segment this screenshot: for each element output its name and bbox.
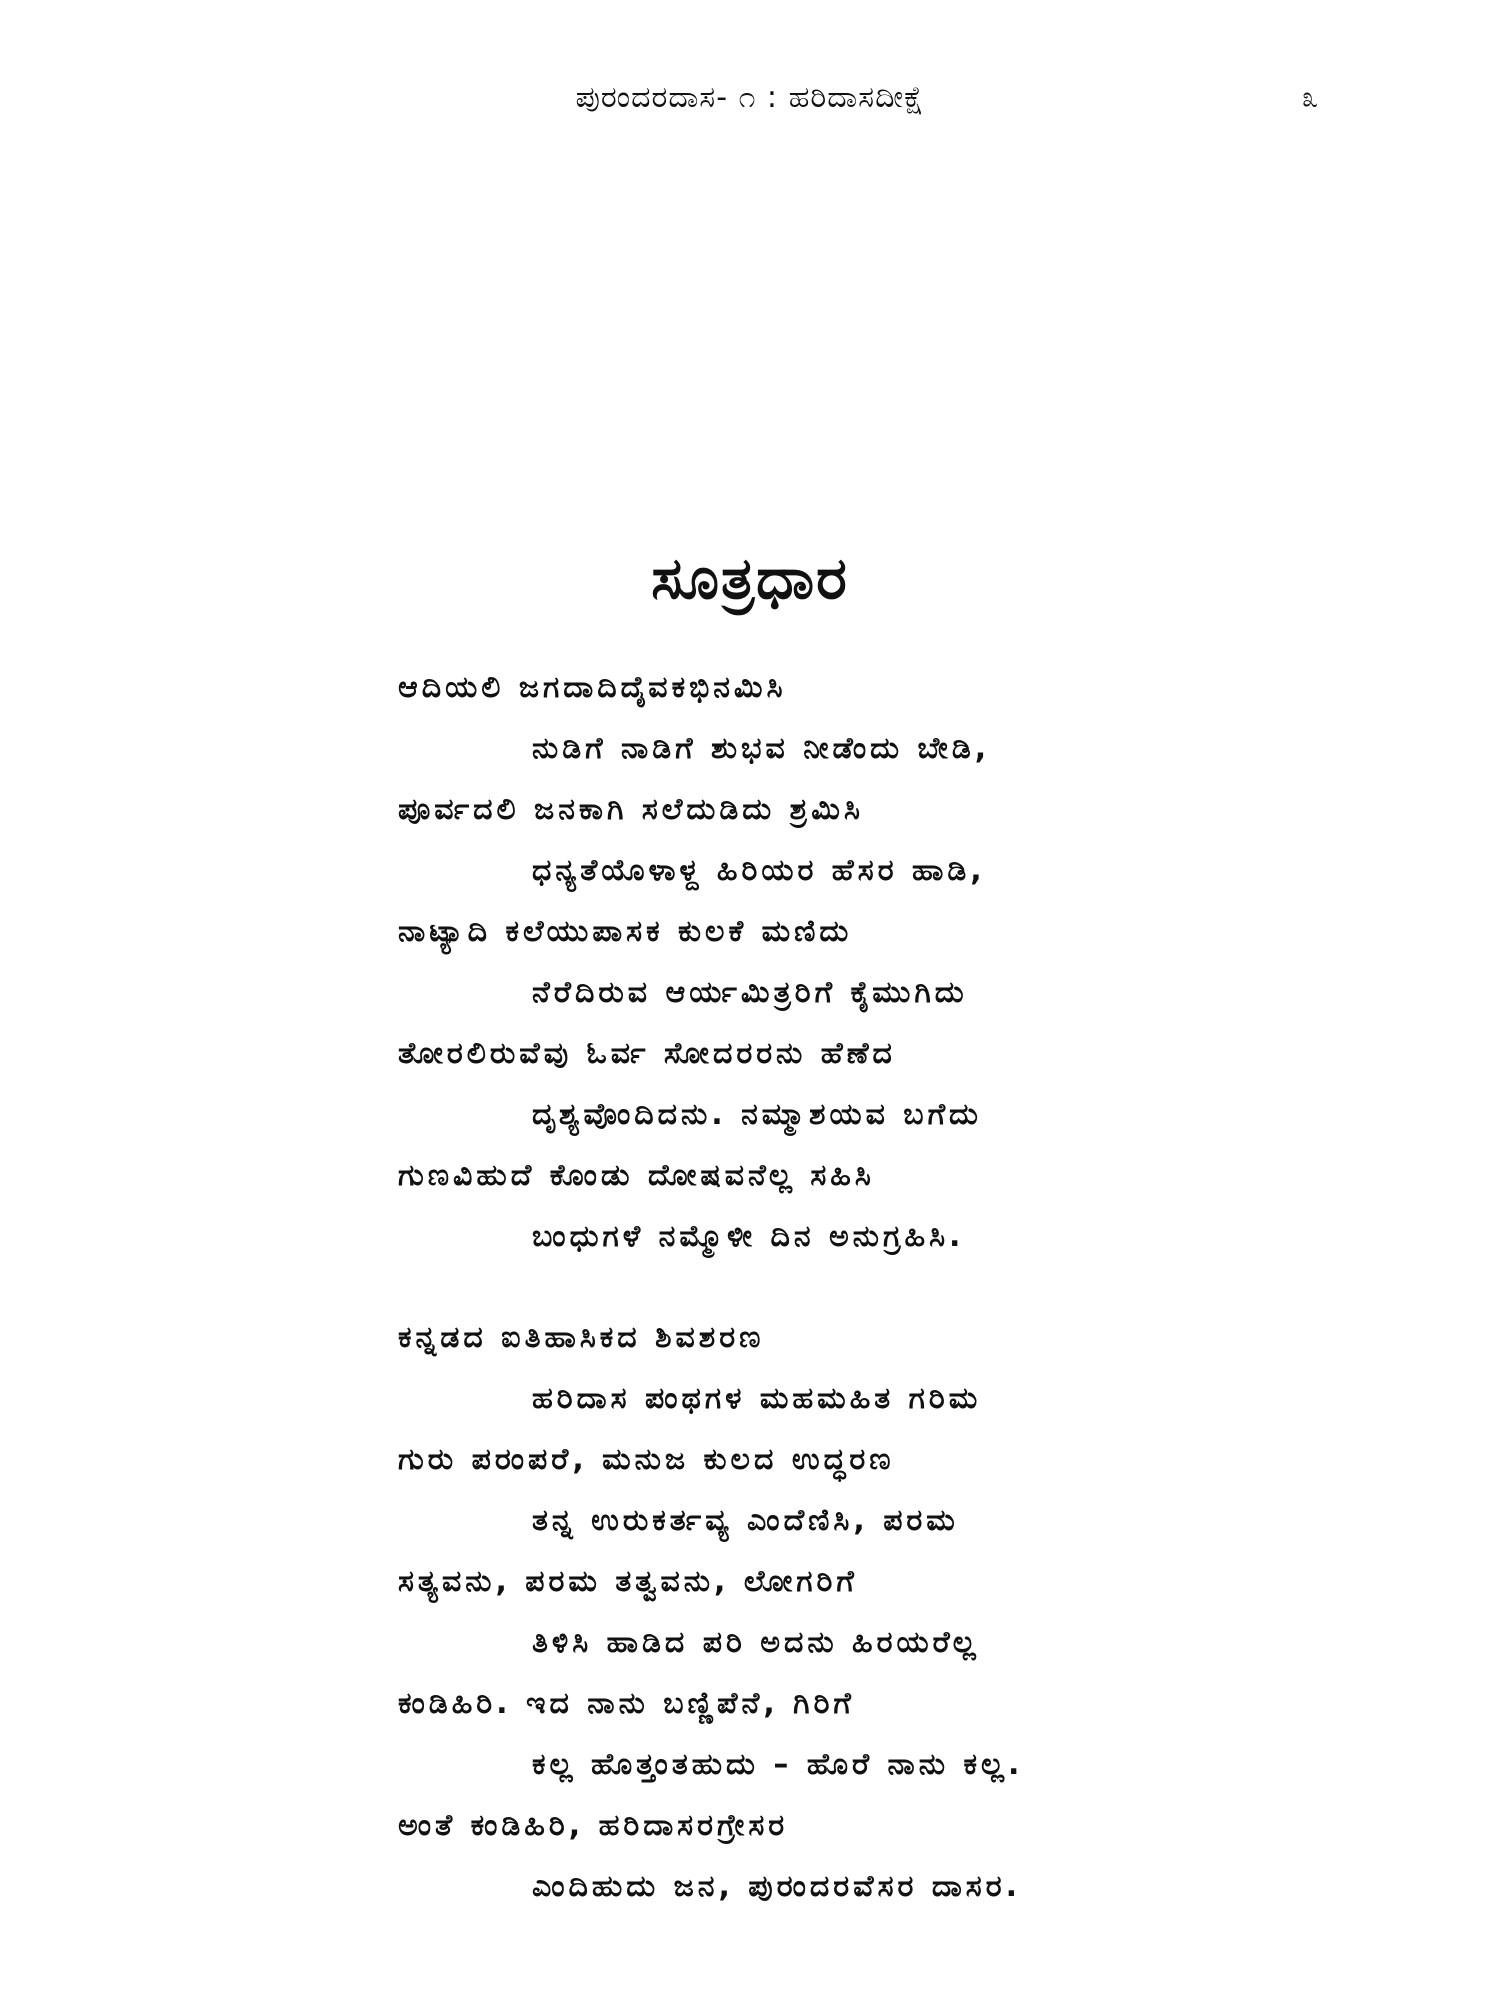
verse-line: ಕಂಡಿಹಿರಿ. ಇದ ನಾನು ಬಣ್ಣಿಪೆನೆ, ಗಿರಿಗೆ	[398, 1686, 855, 1721]
verse-line: ದೃಶ್ಯವೊಂದಿದನು. ನಮ್ಮಾಶಯವ ಬಗೆದು	[532, 1097, 982, 1132]
verse-line: ತನ್ನ ಉರುಕರ್ತವ್ಯ ಎಂದೆಣಿಸಿ, ಪರಮ	[532, 1503, 959, 1538]
verse-line: ಗುರು ಪರಂಪರೆ, ಮನುಜ ಕುಲದ ಉದ್ಧರಣ	[398, 1442, 895, 1477]
poem-title: ಸೂತ್ರಧಾರ	[651, 544, 849, 612]
verse-line: ಅಂತೆ ಕಂಡಿಹಿರಿ, ಹರಿದಾಸರಗ್ರೇಸರ	[398, 1808, 789, 1843]
verse-line: ನೆರೆದಿರುವ ಆರ್ಯಮಿತ್ರರಿಗೆ ಕೈಮುಗಿದು	[532, 975, 968, 1010]
verse-line: ಹರಿದಾಸ ಪಂಥಗಳ ಮಹಮಹಿತ ಗರಿಮ	[532, 1381, 982, 1416]
verse-line: ಕನ್ನಡದ ಐತಿಹಾಸಿಕದ ಶಿವಶರಣ	[398, 1320, 765, 1355]
verse-line: ಬಂಧುಗಳೆ ನಮ್ಮೊಳೀ ದಿನ ಅನುಗ್ರಹಿಸಿ.	[532, 1219, 965, 1254]
verse-line: ಆದಿಯಲಿ ಜಗದಾದಿದೈವಕಭಿನಮಿಸಿ	[398, 670, 787, 705]
running-header: ಪುರಂದರದಾಸ- ೧ : ಹರಿದಾಸದೀಕ್ಷೆ	[575, 80, 925, 115]
verse-line: ಧನ್ಯತೆಯೊಳಾಳ್ದ ಹಿರಿಯರ ಹೆಸರ ಹಾಡಿ,	[532, 853, 986, 888]
verse-line: ನುಡಿಗೆ ನಾಡಿಗೆ ಶುಭವ ನೀಡೆಂದು ಬೇಡಿ,	[532, 731, 991, 766]
verse-line: ಸತ್ಯವನು, ಪರಮ ತತ್ವವನು, ಲೋಗರಿಗೆ	[398, 1564, 858, 1599]
verse-line: ನಾಟ್ಯಾದಿ ಕಲೆಯುಪಾಸಕ ಕುಲಕೆ ಮಣಿದು	[398, 914, 853, 949]
verse-line: ಕಲ್ಲ ಹೊತ್ತಂತಹುದು – ಹೊರೆ ನಾನು ಕಲ್ಲ.	[532, 1747, 1024, 1782]
verse-line: ಪೂರ್ವದಲಿ ಜನಕಾಗಿ ಸಲೆದುಡಿದು ಶ್ರಮಿಸಿ	[398, 792, 864, 827]
verse-line: ಗುಣವಿಹುದೆ ಕೊಂಡು ದೋಷವನೆಲ್ಲ ಸಹಿಸಿ	[398, 1158, 875, 1193]
verse-line: ತೋರಲಿರುವೆವು ಓರ್ವ ಸೋದರರನು ಹೆಣೆದ	[398, 1036, 896, 1071]
verse-line: ಎಂದಿಹುದು ಜನ, ಪುರಂದರವೆಸರ ದಾಸರ.	[532, 1869, 1022, 1904]
page-number: ೩	[1301, 80, 1319, 115]
verse-line: ತಿಳಿಸಿ ಹಾಡಿದ ಪರಿ ಅದನು ಹಿರಯರೆಲ್ಲ	[532, 1625, 980, 1660]
